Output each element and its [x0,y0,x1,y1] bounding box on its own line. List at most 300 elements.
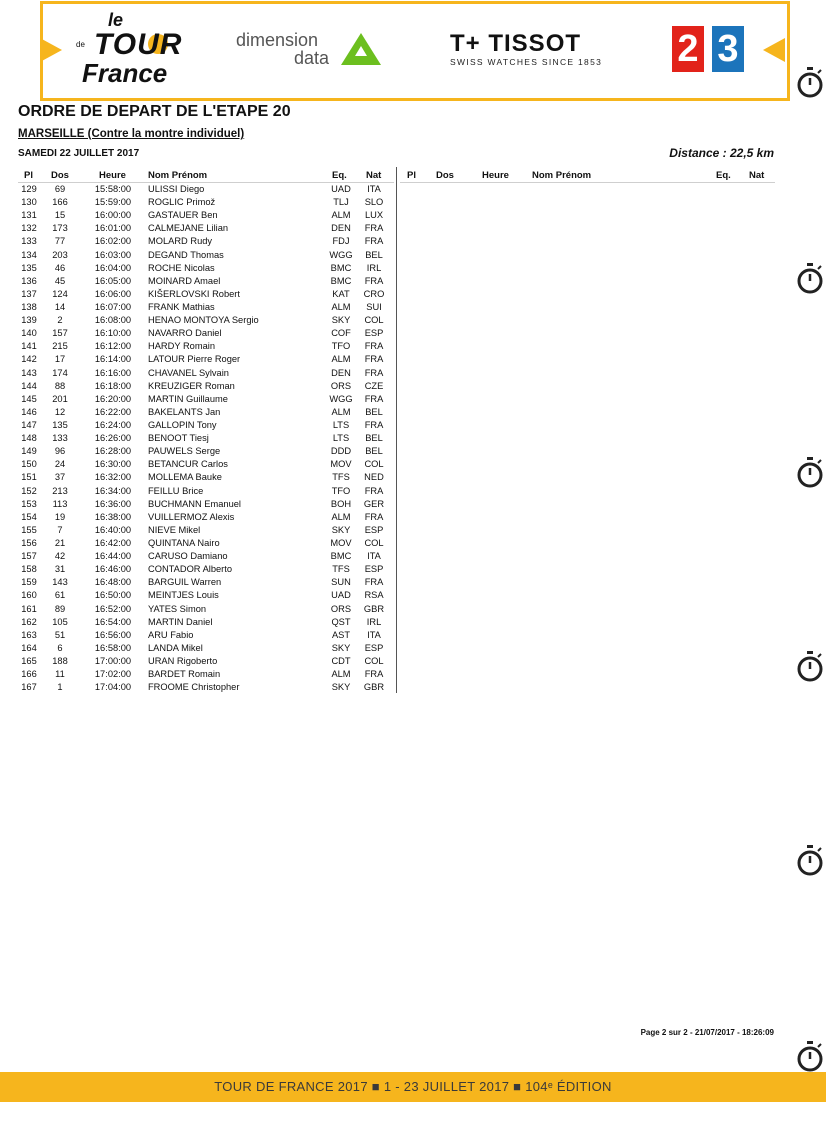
rider-nationality: FRA [364,354,384,365]
rider-team: ALM [331,669,351,680]
rider-nationality: FRA [364,669,384,680]
rider-nationality: ESP [364,564,384,575]
rider-name: KIŠERLOVSKI Robert [148,288,240,299]
rider-bib: 215 [52,341,68,352]
rider-name: GASTAUER Ben [148,210,218,221]
table-row [0,681,400,694]
rider-start-time: 15:59:00 [94,197,132,208]
col-header-nom: Nom Prénom [148,170,208,181]
table-row [0,367,400,380]
table-row [0,183,400,196]
rider-team: TFS [332,564,350,575]
france2-logo: 2 [672,26,704,72]
rider-start-time: 16:48:00 [94,577,132,588]
rider-bib: 2 [57,315,63,326]
dd-logo-line2: data [294,48,330,68]
rider-name: URAN Rigoberto [148,655,218,666]
rider-nationality: ESP [364,524,384,535]
rider-place: 149 [21,446,37,457]
rider-team: SUN [331,577,351,588]
rider-start-time: 16:07:00 [94,301,132,312]
rider-team: MOV [330,537,352,548]
rider-team: SKY [331,524,351,535]
rider-team: CDT [331,655,351,666]
table-row [0,537,400,550]
dimension-data-triangle-icon [340,32,382,66]
rider-nationality: CZE [364,380,384,391]
col-header-dos-right: Dos [436,170,454,181]
rider-team: SKY [331,315,351,326]
rider-nationality: SLO [364,197,384,208]
rider-bib: 11 [55,669,65,680]
rider-place: 154 [21,511,37,522]
rider-team: SKY [331,682,351,693]
table-row [0,458,400,471]
rider-name: BENOOT Tiesj [148,433,209,444]
rider-bib: 143 [52,577,68,588]
rider-start-time: 16:02:00 [94,236,132,247]
rider-team: ALM [331,301,351,312]
rider-start-time: 16:50:00 [94,590,132,601]
tdf-logo-tour: TOUR [94,28,183,61]
rider-start-time: 16:30:00 [94,459,132,470]
table-row [0,419,400,432]
rider-place: 150 [21,459,37,470]
rider-start-time: 16:44:00 [94,551,132,562]
tdf-logo-le: le [108,10,124,30]
table-row [0,222,400,235]
rider-start-time: 16:34:00 [94,485,132,496]
rider-place: 131 [21,210,37,221]
rider-bib: 24 [54,459,66,470]
rider-bib: 37 [54,472,66,483]
rider-nationality: BEL [365,406,383,417]
col-header-dos: Dos [51,170,69,181]
table-row [0,655,400,668]
rider-start-time: 16:18:00 [94,380,132,391]
rider-team: BMC [330,275,352,286]
rider-name: BARGUIL Warren [148,577,222,588]
rider-bib: 113 [52,498,68,509]
rider-team: DEN [331,223,351,234]
rider-start-time: 16:20:00 [94,393,132,404]
stage-distance: Distance : 22,5 km [669,146,774,160]
table-row [0,406,400,419]
rider-place: 145 [21,393,37,404]
rider-name: MOINARD Amael [148,275,221,286]
rider-place: 129 [21,184,37,194]
rider-place: 156 [21,537,37,548]
rider-start-time: 16:38:00 [94,511,132,522]
rider-team: BMC [330,262,352,273]
col-header-eq: Eq. [332,170,347,181]
rider-bib: 133 [52,433,68,444]
rider-team: LTS [332,419,350,430]
rider-team: DDD [330,446,352,457]
rider-start-time: 16:36:00 [94,498,132,509]
rider-team: ALM [331,210,351,221]
col-header-pl: Pl [24,170,33,181]
stopwatch-icon [796,844,824,878]
rider-bib: 7 [57,524,63,535]
rider-start-time: 16:56:00 [94,629,132,640]
rider-nationality: ITA [367,184,381,194]
rider-place: 146 [21,406,37,417]
rider-team: QST [331,616,351,627]
rider-team: UAD [331,590,351,601]
footer-band [0,1072,826,1102]
rider-place: 158 [21,564,37,575]
rider-bib: 201 [52,393,68,404]
rider-place: 153 [21,498,37,509]
rider-nationality: FRA [364,393,384,404]
rider-place: 139 [21,315,37,326]
rider-place: 132 [21,223,37,234]
rider-name: PAUWELS Serge [148,446,221,457]
rider-name: ROCHE Nicolas [148,262,215,273]
rider-team: ALM [331,511,351,522]
stopwatch-icon [796,262,824,296]
rider-name: BUCHMANN Emanuel [148,498,241,509]
rider-place: 133 [21,236,37,247]
rider-team: LTS [332,433,350,444]
table-row [0,589,400,602]
table-row [0,524,400,537]
rider-team: MOV [330,459,352,470]
rider-name: BARDET Romain [148,669,221,680]
rider-place: 135 [21,262,37,273]
rider-name: MOLLEMA Bauke [148,472,222,483]
table-row [0,511,400,524]
rider-team: ALM [331,354,351,365]
page-title: ORDRE DE DEPART DE L'ETAPE 20 [18,103,291,120]
rider-name: MOLARD Rudy [148,236,213,247]
table-row [0,262,400,275]
rider-place: 151 [21,472,37,483]
rider-bib: 135 [52,419,68,430]
rider-place: 164 [21,642,37,653]
col-header-heure: Heure [99,170,126,181]
rider-start-time: 16:54:00 [94,616,132,627]
rider-start-time: 16:08:00 [94,315,132,326]
rider-nationality: FRA [364,275,384,286]
table-row [0,209,400,222]
rider-start-time: 17:04:00 [94,682,132,693]
rider-team: TFO [331,485,351,496]
col-header-pl-right: Pl [407,170,416,181]
rider-start-time: 16:03:00 [94,249,132,260]
rider-bib: 188 [52,655,68,666]
table-row [0,642,400,655]
rider-start-time: 16:28:00 [94,446,132,457]
rider-nationality: LUX [364,210,384,221]
rider-team: ORS [330,380,352,391]
arrow-left-decoration [40,38,62,62]
rider-nationality: CRO [363,288,385,299]
rider-name: NIEVE Mikel [148,524,201,535]
arrow-right-decoration [763,38,785,62]
rider-place: 138 [21,301,37,312]
rider-place: 148 [21,433,37,444]
stage-date: SAMEDI 22 JUILLET 2017 [18,148,140,159]
rider-name: GALLOPIN Tony [148,419,217,430]
rider-start-time: 16:06:00 [94,288,132,299]
rider-nationality: GER [363,498,385,509]
col-header-heure-right: Heure [482,170,509,181]
table-row [0,235,400,248]
rider-place: 157 [21,551,37,562]
rider-start-time: 16:40:00 [94,524,132,535]
rider-nationality: IRL [366,616,382,627]
rider-nationality: BEL [365,249,383,260]
rider-name: FEILLU Brice [148,485,204,496]
rider-name: HARDY Romain [148,341,215,352]
rider-start-time: 17:00:00 [94,655,132,666]
rider-name: MARTIN Daniel [148,616,213,627]
rider-start-time: 16:05:00 [94,275,132,286]
rider-nationality: BEL [365,446,383,457]
table-row [0,629,400,642]
table-row [0,340,400,353]
rider-nationality: ITA [367,551,381,562]
rider-place: 142 [21,354,37,365]
rider-team: BOH [330,498,352,509]
rider-bib: 89 [54,603,66,614]
rider-place: 166 [21,669,37,680]
rider-team: WGG [329,393,353,404]
rider-bib: 17 [54,354,66,365]
rider-team: WGG [329,249,353,260]
col-header-nat-right: Nat [749,170,765,181]
rider-start-time: 16:14:00 [94,354,132,365]
rider-nationality: COL [364,655,384,666]
rider-nationality: FRA [364,341,384,352]
table-row [0,668,400,681]
rider-bib: 19 [54,511,66,522]
page-info: Page 2 sur 2 - 21/07/2017 - 18:26:09 [640,1028,774,1037]
rider-name: BETANCUR Carlos [148,459,228,470]
table-row [0,445,400,458]
rider-team: TLJ [333,197,349,208]
table-row [0,616,400,629]
rider-place: 144 [21,380,37,391]
rider-nationality: FRA [364,577,384,588]
rider-bib: 69 [54,184,66,194]
rider-bib: 166 [52,197,68,208]
rider-nationality: COL [364,315,384,326]
tissot-logo-name: T+ TISSOT [450,30,582,57]
rider-start-time: 16:32:00 [94,472,132,483]
rider-bib: 15 [54,210,66,221]
rider-place: 162 [21,616,37,627]
rider-bib: 88 [54,380,66,391]
rider-bib: 45 [54,275,66,286]
header-divider-right [400,182,775,183]
tdf-logo-france: France [82,58,168,88]
table-row [0,196,400,209]
rider-place: 167 [21,682,37,693]
rider-name: LANDA Mikel [148,642,203,653]
rider-team: ALM [331,406,351,417]
rider-bib: 96 [54,446,66,457]
stopwatch-icon [796,456,824,490]
rider-place: 161 [21,603,37,614]
rider-team: TFO [331,341,351,352]
table-row [0,393,400,406]
rider-name: KREUZIGER Roman [148,380,235,391]
footer-band-text: TOUR DE FRANCE 2017 ■ 1 - 23 JUILLET 2017 ■ 104ᵉ ÉDITION [214,1079,612,1094]
rider-start-time: 16:46:00 [94,564,132,575]
rider-place: 155 [21,524,37,535]
rider-nationality: COL [364,537,384,548]
rider-nationality: SUI [366,301,382,312]
rider-name: MARTIN Guillaume [148,393,228,404]
rider-bib: 1 [57,682,63,693]
rider-nationality: BEL [365,433,383,444]
rider-place: 137 [21,288,37,299]
rider-start-time: 16:10:00 [94,328,132,339]
rider-start-time: 16:00:00 [94,210,132,221]
tissot-logo-tagline: SWISS WATCHES SINCE 1853 [450,57,603,67]
table-row [0,301,400,314]
rider-start-time: 16:42:00 [94,537,132,548]
table-row [0,576,400,589]
table-row [0,563,400,576]
rider-team: AST [331,629,351,640]
rider-place: 140 [21,328,37,339]
rider-team: FDJ [332,236,350,247]
rider-team: UAD [331,184,351,194]
rider-name: FROOME Christopher [148,682,240,693]
rider-bib: 31 [54,564,66,575]
rider-nationality: FRA [364,511,384,522]
rider-nationality: FRA [364,236,384,247]
dd-logo-line1: dimension [236,30,319,50]
rider-start-time: 16:58:00 [94,642,132,653]
rider-start-time: 16:16:00 [94,367,132,378]
rider-nationality: IRL [366,262,382,273]
rider-start-time: 16:04:00 [94,262,132,273]
table-row [0,327,400,340]
rider-team: TFS [332,472,350,483]
rider-place: 136 [21,275,37,286]
rider-nationality: COL [364,459,384,470]
rider-team: SKY [331,642,351,653]
france3-logo: 3 [712,26,744,72]
tdf-logo-de: de [76,40,85,49]
rider-name: DEGAND Thomas [148,249,224,260]
rider-bib: 6 [57,642,63,653]
rider-place: 159 [21,577,37,588]
rider-name: ULISSI Diego [148,184,205,194]
rider-place: 163 [21,629,37,640]
tour-de-france-logo [72,10,183,90]
rider-name: ARU Fabio [148,629,194,640]
rider-nationality: NED [364,472,384,483]
table-row [0,353,400,366]
rider-start-time: 16:22:00 [94,406,132,417]
rider-start-time: 16:52:00 [94,603,132,614]
rider-name: QUINTANA Nairo [148,537,220,548]
rider-nationality: FRA [364,485,384,496]
rider-team: DEN [331,367,351,378]
rider-start-time: 16:12:00 [94,341,132,352]
rider-bib: 61 [54,590,66,601]
dimension-data-logo [236,30,386,70]
rider-bib: 203 [52,249,68,260]
rider-place: 143 [21,367,37,378]
rider-bib: 51 [54,629,66,640]
rider-bib: 173 [52,223,68,234]
table-row [0,432,400,445]
rider-name: ROGLIC Primož [148,197,216,208]
rider-place: 160 [21,590,37,601]
rider-name: NAVARRO Daniel [148,328,222,339]
table-row [0,275,400,288]
rider-nationality: RSA [364,590,384,601]
stage-subtitle: MARSEILLE (Contre la montre individuel) [18,128,245,140]
rider-place: 165 [21,655,37,666]
col-header-nat: Nat [366,170,382,181]
rider-nationality: ITA [367,629,381,640]
table-row [0,314,400,327]
rider-bib: 174 [52,367,68,378]
table-row [0,550,400,563]
rider-name: YATES Simon [148,603,207,614]
rider-bib: 46 [54,262,66,273]
rider-name: MEINTJES Louis [148,590,219,601]
rider-name: CARUSO Damiano [148,551,228,562]
stopwatch-icon [796,1040,824,1074]
rider-nationality: FRA [364,419,384,430]
rider-place: 152 [21,485,37,496]
rider-team: COF [331,328,351,339]
table-row [0,380,400,393]
rider-name: VUILLERMOZ Alexis [148,511,235,522]
rider-start-time: 16:24:00 [94,419,132,430]
table-row [0,288,400,301]
rider-bib: 12 [54,406,66,417]
stopwatch-icon [796,66,824,100]
table-row [0,471,400,484]
rider-place: 130 [21,197,37,208]
tissot-logo [450,30,610,70]
rider-nationality: GBR [363,603,385,614]
rider-team: KAT [332,288,350,299]
rider-team: ORS [330,603,352,614]
table-row [0,603,400,616]
rider-bib: 77 [54,236,66,247]
table-row [0,249,400,262]
rider-place: 147 [21,419,37,430]
rider-bib: 213 [52,485,68,496]
rider-name: HENAO MONTOYA Sergio [148,315,259,326]
rider-nationality: ESP [364,642,384,653]
rider-name: CHAVANEL Sylvain [148,367,229,378]
table-row [0,485,400,498]
rider-name: CALMEJANE Lilian [148,223,229,234]
col-header-nom-right: Nom Prénom [532,170,592,181]
stopwatch-icon [796,650,824,684]
rider-name: CONTADOR Alberto [148,564,233,575]
rider-place: 134 [21,249,37,260]
rider-bib: 14 [54,301,66,312]
start-order-table [0,183,400,694]
rider-bib: 124 [52,288,68,299]
col-header-eq-right: Eq. [716,170,731,181]
rider-nationality: ESP [364,328,384,339]
rider-name: FRANK Mathias [148,301,215,312]
